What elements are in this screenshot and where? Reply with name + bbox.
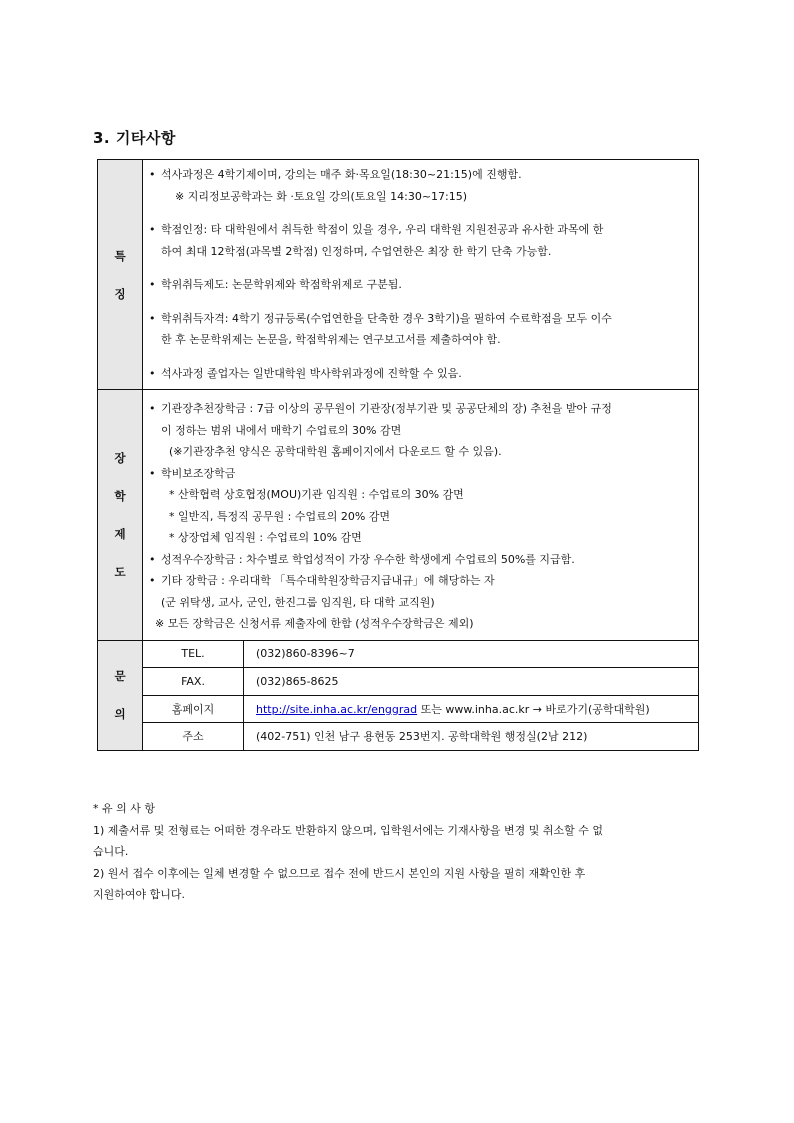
scholarship-header	[98, 390, 143, 641]
feature-item: • 학위취득자격: 4학기 정규등록(수업연한을 단축한 경우 3학기)을 필하여 수료학점을 모두 이수 한 후 논문학위제는 논문을, 학점학위제는 연구보고서를 제출하여야 함.	[149, 308, 692, 351]
homepage-value	[244, 695, 699, 723]
scholarship-text: * 산학협력 상호협정(MOU)기관 임직원 : 수업료의 30% 감면	[169, 488, 464, 501]
feature-item: • 석사과정 졸업자는 일반대학원 박사학위과정에 진학할 수 있음.	[149, 366, 462, 380]
notes-heading: * 유 의 사 항	[93, 802, 155, 815]
feature-item: • 학위취득제도: 논문학위제와 학점학위제로 구분됨.	[149, 278, 402, 291]
note-line: 습니다.	[93, 845, 129, 858]
note-line: 1) 제출서류 및 전형료는 어떠한 경우라도 반환하지 않으며, 입학원서에는 기재사항을 변경 및 취소할 수 없	[93, 823, 604, 837]
header-char: 의	[114, 707, 126, 721]
scholarship-text: 성적우수장학금 : 차수별로 학업성적이 가장 우수한 학생에게 수업료의 50%를 지급함.	[161, 552, 575, 566]
scholarship-text: 기관장추천장학금 : 7급 이상의 공무원이 기관장(정부기관 및 공공단체의 장) 추천을 받아 규정	[161, 402, 612, 415]
header-char: 문	[114, 669, 126, 683]
tel-label: TEL.	[143, 641, 244, 668]
contact-homepage-row	[143, 695, 698, 723]
feature-text: 하여 최대 12학점(과목별 2학점) 인정하며, 수업연한은 최장 한 학기 단축 가능함.	[161, 244, 552, 258]
note-line: 2) 원서 접수 이후에는 일체 변경할 수 없으므로 접수 전에 반드시 본인의 지원 사항을 필히 재확인한 후	[93, 866, 586, 880]
contact-fax-row	[143, 668, 698, 696]
notes-section	[93, 798, 701, 906]
feature-text: 학위취득제도: 논문학위제와 학점학위제로 구분됨.	[161, 278, 402, 291]
scholarship-text: 기타 장학금 : 우리대학 「특수대학원장학금지급내규」에 해당하는 자	[161, 574, 495, 587]
header-char: 제	[114, 526, 126, 541]
features-header	[98, 160, 143, 390]
feature-text: 학점인정: 타 대학원에서 취득한 학점이 있을 경우, 우리 대학원 지원전공과 유사한 과목에 한	[161, 223, 604, 236]
feature-text: 한 후 논문학위제는 논문을, 학점학위제는 연구보고서를 제출하여야 함.	[161, 333, 501, 346]
section-title: 3. 기타사항	[93, 129, 176, 147]
homepage-label: 홈페이지	[143, 695, 244, 723]
features-row	[98, 160, 699, 390]
contact-row	[98, 640, 699, 750]
homepage-rest: 또는 www.inha.ac.kr → 바로가기(공학대학원)	[417, 702, 650, 716]
feature-text: 석사과정은 4학기제이며, 강의는 매주 화·목요일(18:30~21:15)에 진행함.	[161, 168, 522, 181]
header-char: 특	[114, 248, 126, 263]
header-char: 징	[114, 286, 126, 301]
fax-label: FAX.	[143, 668, 244, 696]
feature-text: ※ 지리정보공학과는 화 ·토요일 강의(토요일 14:30~17:15)	[175, 189, 468, 203]
contact-tel-row	[143, 641, 698, 668]
info-table	[97, 159, 699, 751]
homepage-link[interactable]: http://site.inha.ac.kr/enggrad	[256, 702, 418, 716]
scholarship-text: (※기관장추천 양식은 공학대학원 홈페이지에서 다운로드 할 수 있음).	[169, 445, 502, 458]
address-label: 주소	[143, 723, 244, 750]
contact-address-row	[143, 723, 698, 750]
header-char: 도	[114, 564, 126, 579]
scholarship-content: • 기관장추천장학금 : 7급 이상의 공무원이 기관장(정부기관 및 공공단체의 장) 추천을 받아 규정 이 정하는 범위 내에서 매학기 수업료의 30% 감면 (※기관장추천 양식은 공학대학원 홈페이지에서 다운로드 할 수 있음). • 학비보조장학금 * 산학협력 상호협정(MOU)기관 임직원 : 수업료의 30% 감면 * 일반직, 특정직 공무원 : 수업료의 20% 감면 * 상장업체 임직원 : 수업료의 10% 감면 • 성적우수장학금 : 차수별로 학업성적이 가장 우수한 학생에게 수업료의 50%를 지급함. • 기타 장학금 : 우리대학 「특수대학원장학금지급내규」에 해당하는 자 (군 위탁생, 교사, 군인, 한진그룹 임직원, 타 대학 교직원) ※ 모든 장학금은 신청서류 제출자에 한함 (성적우수장학금은 제외)	[143, 390, 698, 640]
feature-item: • 석사과정은 4학기제이며, 강의는 매주 화·목요일(18:30~21:15)에 진행함. ※ 지리정보공학과는 화 ·토요일 강의(토요일 14:30~17:15)	[149, 164, 692, 207]
scholarship-text: ※ 모든 장학금은 신청서류 제출자에 한함 (성적우수장학금은 제외)	[155, 617, 474, 630]
contact-table	[143, 641, 698, 750]
scholarship-text: 이 정하는 범위 내에서 매학기 수업료의 30% 감면	[161, 423, 402, 437]
address-value: (402-751) 인천 남구 용현동 253번지. 공학대학원 행정실(2남 212)	[256, 730, 588, 744]
feature-item: • 학점인정: 타 대학원에서 취득한 학점이 있을 경우, 우리 대학원 지원전공과 유사한 과목에 한 하여 최대 12학점(과목별 2학점) 인정하며, 수업연한은 최장 한 학기 단축 가능함.	[149, 219, 692, 262]
features-content	[143, 160, 698, 389]
scholarship-text: (군 위탁생, 교사, 군인, 한진그룹 임직원, 타 대학 교직원)	[161, 595, 435, 609]
tel-value: (032)860-8396~7	[244, 641, 699, 668]
scholarship-row	[98, 390, 699, 641]
note-line: 지원하여야 합니다.	[93, 888, 186, 901]
scholarship-text: * 상장업체 임직원 : 수업료의 10% 감면	[169, 531, 362, 544]
scholarship-text: * 일반직, 특정직 공무원 : 수업료의 20% 감면	[169, 509, 391, 523]
feature-text: 석사과정 졸업자는 일반대학원 박사학위과정에 진학할 수 있음.	[161, 366, 462, 380]
scholarship-text: 학비보조장학금	[161, 466, 236, 480]
contact-header	[98, 640, 143, 750]
header-char: 장	[114, 450, 126, 465]
feature-text: 학위취득자격: 4학기 정규등록(수업연한을 단축한 경우 3학기)을 필하여 수료학점을 모두 이수	[161, 311, 612, 325]
header-char: 학	[114, 488, 126, 503]
fax-value: (032)865-8625	[244, 668, 699, 696]
